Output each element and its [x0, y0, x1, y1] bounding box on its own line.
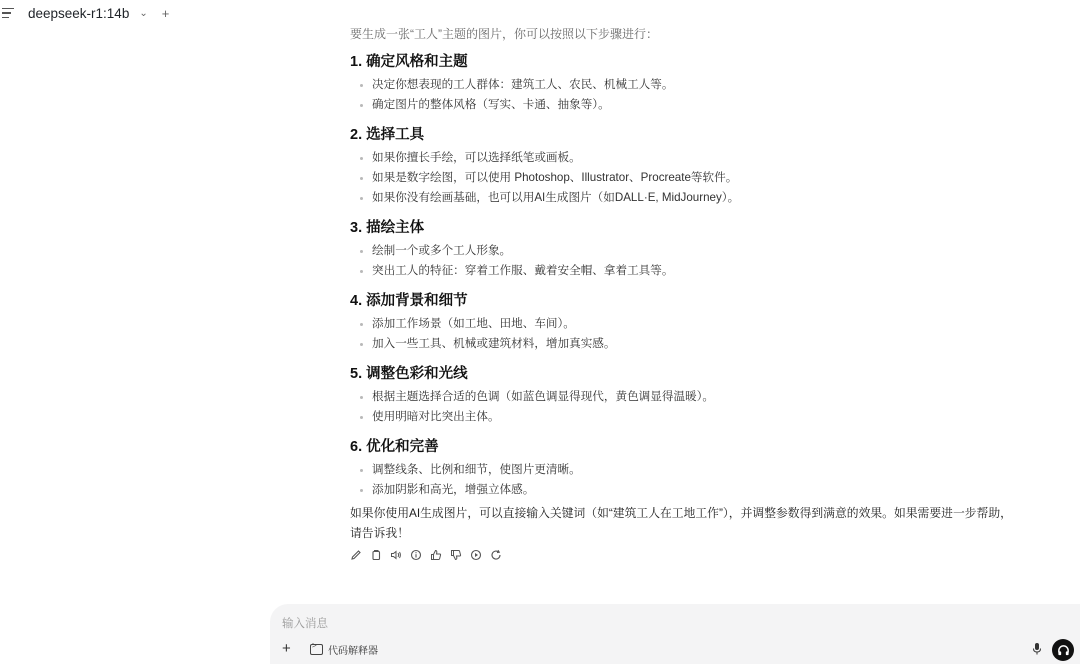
section-2 [350, 124, 1020, 208]
play-icon[interactable] [470, 549, 482, 561]
thumbs-down-icon[interactable] [450, 549, 462, 561]
message-intro: 要生成一张“工人”主题的图片，你可以按照以下步骤进行： [350, 27, 658, 41]
thumbs-up-icon[interactable] [430, 549, 442, 561]
voice-mode-headphones-icon[interactable] [1052, 639, 1074, 661]
top-bar [0, 0, 169, 26]
list-item: 调整线条、比例和细节，使图片更清晰。 [350, 460, 1020, 480]
list-item: 确定图片的整体风格（写实、卡通、抽象等）。 [350, 95, 1020, 115]
message-outro: 如果你使用AI生成图片，可以直接输入关键词（如“建筑工人在工地工作”），并调整参数得到满意的效果。如果需要进一步帮助，请告诉我！ [350, 506, 1012, 540]
section-title: 4. 添加背景和细节 [350, 293, 468, 309]
assistant-message [350, 20, 1020, 561]
section-title: 3. 描绘主体 [350, 220, 425, 236]
list-item: 加入一些工具、机械或建筑材料，增加真实感。 [350, 334, 1020, 354]
section-3 [350, 217, 1020, 281]
section-title: 2. 选择工具 [350, 127, 425, 143]
message-input[interactable] [282, 615, 982, 633]
regenerate-icon[interactable] [490, 549, 502, 561]
info-icon[interactable] [410, 549, 422, 561]
copy-icon[interactable] [370, 549, 382, 561]
list-item: 如果你没有绘画基础，也可以用AI生成图片（如DALL·E, MidJourney）。 [350, 188, 1020, 208]
list-item: 突出工人的特征：穿着工作服、戴着安全帽、拿着工具等。 [350, 261, 1020, 281]
model-selector[interactable]: deepseek-r1:14b [28, 5, 130, 21]
section-title: 1. 确定风格和主题 [350, 54, 468, 70]
microphone-icon[interactable] [1032, 642, 1042, 656]
list-item: 如果你擅长手绘，可以选择纸笔或画板。 [350, 148, 1020, 168]
section-title: 6. 优化和完善 [350, 439, 439, 455]
section-5 [350, 363, 1020, 427]
add-attachment-plus-icon[interactable]: + [282, 640, 291, 657]
list-item: 根据主题选择合适的色调（如蓝色调显得现代，黄色调显得温暖）。 [350, 387, 1020, 407]
section-1 [350, 51, 1020, 115]
list-item: 添加阴影和高光，增强立体感。 [350, 480, 1020, 500]
edit-icon[interactable] [350, 549, 362, 561]
menu-icon[interactable] [2, 8, 14, 18]
list-item: 如果是数字绘图，可以使用 Photoshop、Illustrator、Procreate等软件。 [350, 168, 1020, 188]
section-4 [350, 290, 1020, 354]
message-composer [270, 604, 1080, 664]
section-6 [350, 436, 1020, 500]
new-chat-plus-icon[interactable]: + [161, 5, 170, 21]
section-title: 5. 调整色彩和光线 [350, 366, 468, 382]
speaker-icon[interactable] [390, 549, 402, 561]
list-item: 添加工作场景（如工地、田地、车间）。 [350, 314, 1020, 334]
code-interpreter-label: 代码解释器 [328, 646, 378, 657]
terminal-icon [310, 644, 323, 655]
list-item: 绘制一个或多个工人形象。 [350, 241, 1020, 261]
chevron-down-icon[interactable]: ⌄ [139, 7, 148, 19]
message-actions [350, 549, 1020, 561]
list-item: 使用明暗对比突出主体。 [350, 407, 1020, 427]
code-interpreter-toggle[interactable] [310, 642, 378, 657]
list-item: 决定你想表现的工人群体：建筑工人、农民、机械工人等。 [350, 75, 1020, 95]
